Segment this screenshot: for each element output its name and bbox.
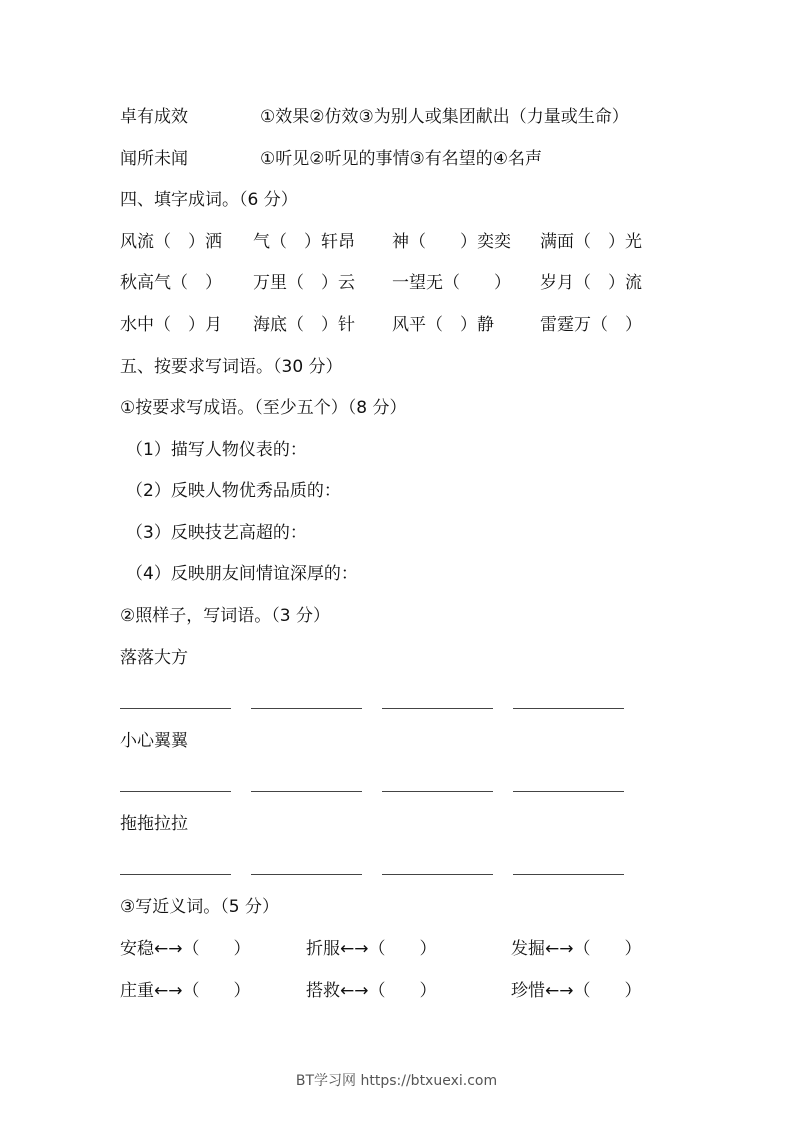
fill-item: 气（ ）轩昂: [253, 232, 355, 252]
part1-item: （4）反映朋友间情谊深厚的：: [126, 564, 358, 584]
answer-blank[interactable]: [382, 708, 493, 709]
synonym-item: 庄重←→（ ）: [120, 981, 251, 1001]
part2-title: ②照样子，写词语。（3 分）: [120, 606, 330, 626]
answer-blank[interactable]: [251, 791, 362, 792]
synonym-item: 发掘←→（ ）: [511, 939, 642, 959]
answer-blanks: [120, 874, 630, 876]
fill-item: 一望无（ ）: [392, 273, 511, 293]
answer-blank[interactable]: [120, 791, 231, 792]
synonym-item: 搭救←→（ ）: [306, 981, 437, 1001]
answer-blank[interactable]: [251, 874, 362, 875]
fill-item: 风流（ ）洒: [120, 232, 222, 252]
answer-blanks: [120, 791, 630, 793]
answer-blank[interactable]: [513, 708, 624, 709]
part1-item: （2）反映人物优秀品质的：: [126, 481, 341, 501]
section5-title: 五、按要求写词语。（30 分）: [120, 357, 343, 377]
answer-blank[interactable]: [382, 874, 493, 875]
part1-item: （3）反映技艺高超的：: [126, 523, 307, 543]
part3-title: ③写近义词。（5 分）: [120, 897, 279, 917]
part1-title: ①按要求写成语。（至少五个）（8 分）: [120, 398, 407, 418]
answer-blank[interactable]: [513, 791, 624, 792]
answer-blank[interactable]: [120, 708, 231, 709]
example-word: 落落大方: [120, 648, 188, 668]
fill-item: 风平（ ）静: [392, 315, 494, 335]
synonym-row-1: [120, 935, 680, 963]
answer-blank[interactable]: [120, 874, 231, 875]
section4-title: 四、填字成词。（6 分）: [120, 190, 298, 210]
fill-row-2: [120, 269, 680, 297]
example-word: 拖拖拉拉: [120, 814, 188, 834]
def-meaning: ①听见②听见的事情③有名望的④名声: [260, 149, 542, 169]
fill-item: 神（ ）奕奕: [392, 232, 511, 252]
answer-blank[interactable]: [513, 874, 624, 875]
fill-item: 秋高气（ ）: [120, 273, 222, 293]
synonym-item: 珍惜←→（ ）: [511, 981, 642, 1001]
fill-item: 海底（ ）针: [253, 315, 355, 335]
fill-item: 水中（ ）月: [120, 315, 222, 335]
fill-row-1: [120, 228, 680, 256]
fill-item: 雷霆万（ ）: [540, 315, 642, 335]
synonym-item: 安稳←→（ ）: [120, 939, 251, 959]
fill-item: 满面（ ）光: [540, 232, 642, 252]
def-meaning: ①效果②仿效③为别人或集团献出（力量或生命）: [260, 107, 629, 127]
example-word: 小心翼翼: [120, 731, 188, 751]
fill-item: 万里（ ）云: [253, 273, 355, 293]
answer-blank[interactable]: [382, 791, 493, 792]
answer-blank[interactable]: [251, 708, 362, 709]
fill-row-3: [120, 311, 680, 339]
footer-watermark: BT学习网 https://btxuexi.com: [295, 1073, 498, 1089]
synonym-row-2: [120, 977, 680, 1005]
answer-blanks: [120, 708, 630, 710]
synonym-item: 折服←→（ ）: [306, 939, 437, 959]
fill-item: 岁月（ ）流: [540, 273, 642, 293]
def-term: 闻所未闻: [120, 149, 188, 169]
part1-item: （1）描写人物仪表的：: [126, 440, 307, 460]
def-term: 卓有成效: [120, 107, 188, 127]
